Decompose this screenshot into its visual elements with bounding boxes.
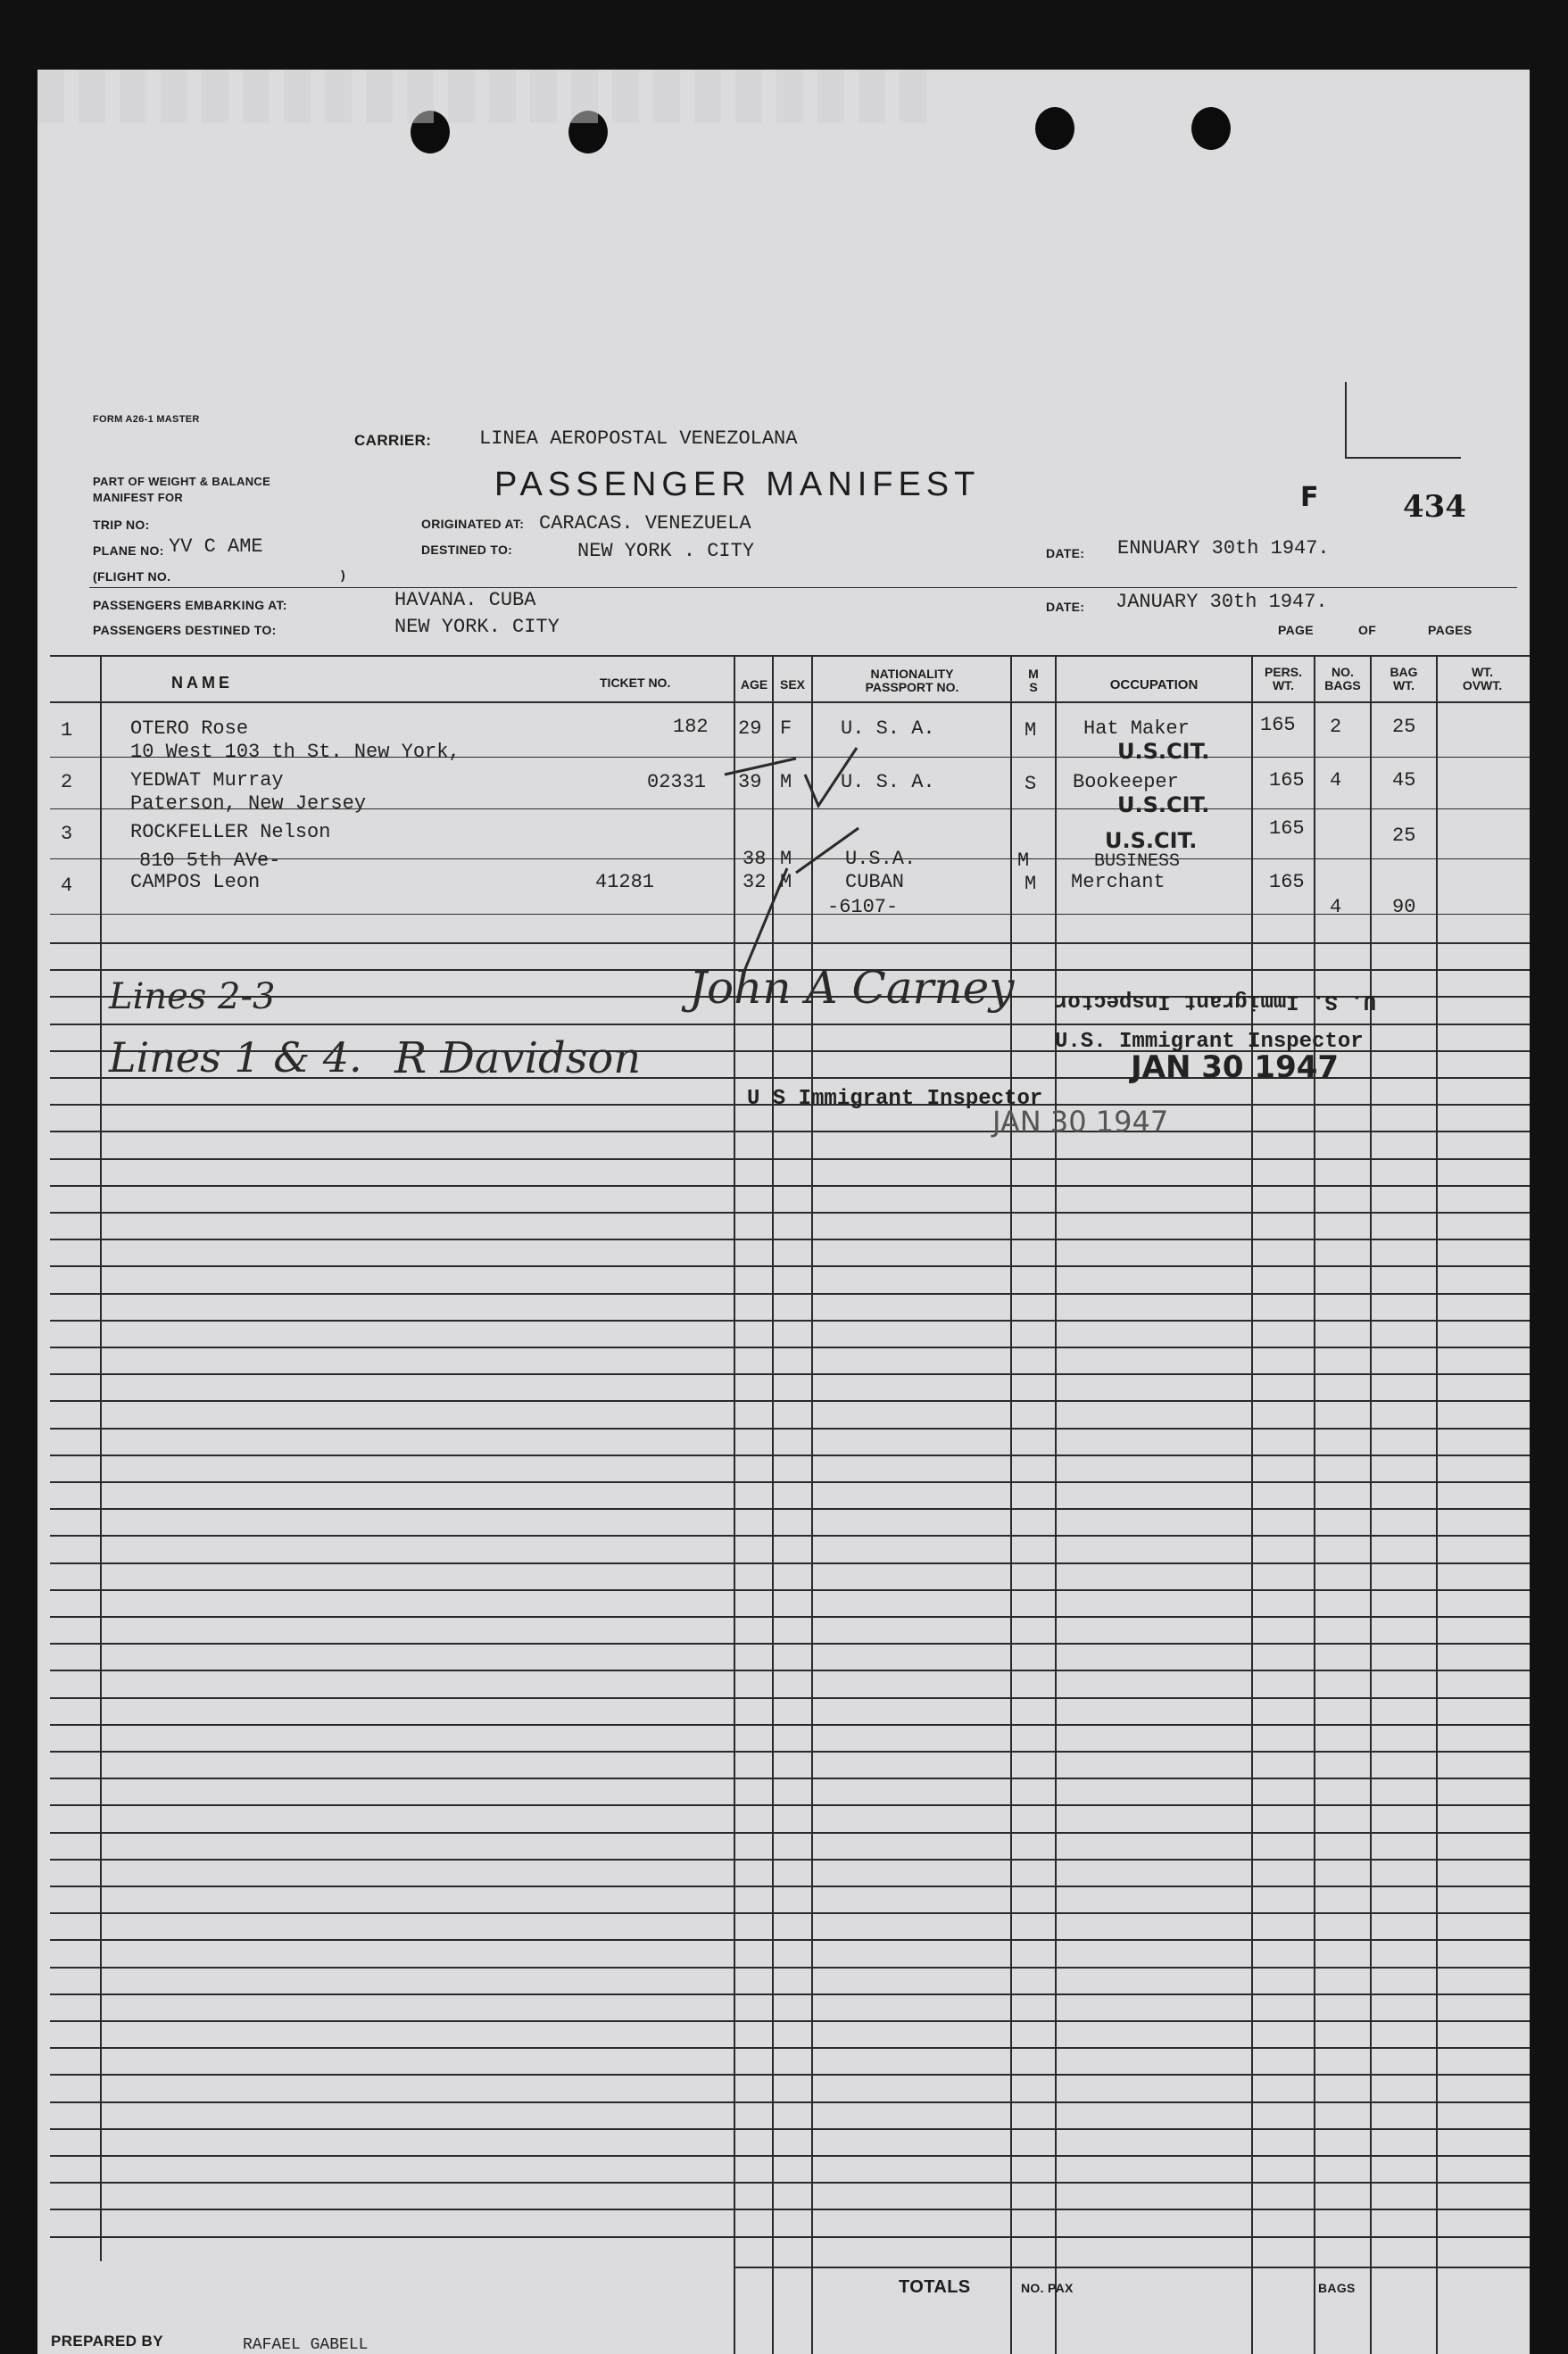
row-rule bbox=[50, 1993, 1530, 1995]
date-stamp-1: JAN 30 1947 bbox=[1131, 1049, 1340, 1085]
row-rule bbox=[50, 1589, 1530, 1591]
column-header-sex: SEX bbox=[779, 677, 805, 692]
part-of-label: PART OF WEIGHT & BALANCE bbox=[93, 475, 271, 488]
row-rule bbox=[50, 1832, 1530, 1834]
table-header-border bbox=[50, 701, 1530, 703]
citizen-stamp: U.S.CIT. bbox=[1117, 792, 1210, 817]
bags: 2 bbox=[1330, 716, 1342, 738]
plane-value: YV C AME bbox=[169, 535, 263, 558]
flight-close: ) bbox=[341, 568, 345, 582]
inspector-stamp-1: U.S. Immigrant Inspector bbox=[1055, 1030, 1364, 1054]
row-rule bbox=[50, 1670, 1530, 1671]
age: 38 bbox=[743, 848, 767, 870]
carrier-value: LINEA AEROPOSTAL VENEZOLANA bbox=[479, 427, 798, 450]
row-rule bbox=[50, 1751, 1530, 1753]
plane-label: PLANE NO: bbox=[93, 543, 164, 558]
column-header-nationality bbox=[814, 667, 1010, 694]
handwritten-lines-1-4: Lines 1 & 4. bbox=[109, 1033, 362, 1082]
inspector-stamp-2: U S Immigrant Inspector bbox=[747, 1087, 1043, 1111]
passenger-address: Paterson, New Jersey bbox=[130, 792, 367, 815]
no-bags-header-1: NO. bbox=[1332, 665, 1354, 679]
row-rule bbox=[50, 1939, 1530, 1941]
column-header-age: AGE bbox=[740, 677, 768, 692]
row-rule bbox=[50, 1320, 1530, 1322]
row-rule bbox=[50, 1643, 1530, 1645]
passenger-name: OTERO Rose bbox=[130, 717, 249, 740]
passport-header-line: PASSPORT NO. bbox=[865, 680, 959, 694]
occupation: BUSINESS bbox=[1094, 851, 1181, 872]
row-rule bbox=[50, 2209, 1530, 2210]
column-header-bag-wt bbox=[1372, 666, 1436, 692]
row-rule bbox=[50, 1265, 1530, 1267]
row-rule bbox=[50, 1212, 1530, 1214]
occupation: Merchant bbox=[1071, 871, 1166, 893]
no-bags-header-2: BAGS bbox=[1324, 678, 1361, 692]
column-header-wt-ovwt bbox=[1438, 666, 1527, 692]
passenger-address: 10 West 103 th St. New York, bbox=[130, 741, 460, 763]
preparer-name: RAFAEL GABELL bbox=[243, 2336, 369, 2354]
row-rule bbox=[50, 1967, 1530, 1969]
row-rule bbox=[50, 1373, 1530, 1375]
ms-header-m: M bbox=[1028, 667, 1039, 681]
row-rule bbox=[50, 1428, 1530, 1430]
passengers-destined-label: PASSENGERS DESTINED TO: bbox=[93, 623, 277, 637]
passenger-address: 810 5th AVe- bbox=[139, 850, 281, 872]
flight-label: (FLIGHT NO. bbox=[93, 569, 171, 584]
marital-status: M bbox=[1017, 850, 1030, 872]
row-rule bbox=[50, 2155, 1530, 2157]
wt-ovwt-header-1: WT. bbox=[1471, 665, 1494, 679]
destined-label: DESTINED TO: bbox=[421, 543, 513, 557]
originated-value: CARACAS. VENEZUELA bbox=[539, 512, 751, 535]
occupation: Bookeeper bbox=[1073, 771, 1179, 793]
carrier-label: CARRIER: bbox=[354, 432, 432, 449]
date-stamp-2: JAN 30 1947 bbox=[992, 1105, 1169, 1139]
row-rule bbox=[50, 1400, 1530, 1402]
date-value-2: JANUARY 30th 1947. bbox=[1116, 591, 1328, 613]
bag-wt-header-2: WT. bbox=[1392, 678, 1415, 692]
punch-hole bbox=[1191, 107, 1231, 150]
row-rule bbox=[50, 2101, 1530, 2103]
citizen-stamp: U.S.CIT. bbox=[1117, 739, 1210, 764]
age: 32 bbox=[743, 871, 767, 893]
bag-wt: 25 bbox=[1392, 825, 1416, 847]
row-rule bbox=[50, 1778, 1530, 1779]
row-rule bbox=[50, 2020, 1530, 2022]
punch-hole bbox=[1035, 107, 1074, 150]
page-title: PASSENGER MANIFEST bbox=[494, 466, 981, 503]
inspector-signature-2: R Davidson bbox=[394, 1033, 642, 1083]
sex: M bbox=[780, 848, 792, 870]
destined-value: NEW YORK . CITY bbox=[577, 540, 755, 562]
row-rule bbox=[50, 2182, 1530, 2184]
header-divider bbox=[89, 587, 1517, 588]
prepared-by-label: PREPARED BY bbox=[51, 2333, 163, 2350]
trip-label: TRIP NO: bbox=[93, 518, 150, 532]
pages-label: PAGES bbox=[1428, 623, 1473, 637]
row-rule bbox=[50, 2236, 1530, 2238]
sex: F bbox=[780, 717, 792, 740]
manifest-number: 434 bbox=[1403, 489, 1466, 525]
column-header-pers-wt bbox=[1253, 666, 1314, 692]
row-rule bbox=[50, 1158, 1530, 1160]
passport-no: -6107- bbox=[827, 896, 899, 918]
passenger-name: CAMPOS Leon bbox=[130, 871, 261, 893]
pers-wt-header-1: PERS. bbox=[1264, 665, 1302, 679]
column-line bbox=[1251, 655, 1253, 2354]
row-rule bbox=[50, 2074, 1530, 2076]
age: 29 bbox=[738, 717, 762, 740]
date-label-1: DATE: bbox=[1046, 546, 1085, 560]
bag-wt: 45 bbox=[1392, 769, 1416, 792]
row-number: 4 bbox=[61, 874, 73, 897]
row-rule bbox=[50, 1724, 1530, 1726]
row-rule bbox=[50, 1697, 1530, 1699]
manifest-letter: F bbox=[1300, 482, 1319, 513]
passengers-destined-value: NEW YORK. CITY bbox=[394, 616, 560, 638]
column-header-occupation: OCCUPATION bbox=[1109, 677, 1199, 692]
manifest-for-label: MANIFEST FOR bbox=[93, 491, 184, 504]
bag-wt: 25 bbox=[1392, 716, 1416, 738]
ticket-no: 182 bbox=[673, 716, 709, 738]
bags: 4 bbox=[1330, 769, 1342, 792]
corner-bracket bbox=[1345, 382, 1347, 458]
date-label-2: DATE: bbox=[1046, 600, 1085, 614]
bleed-through-texture bbox=[37, 70, 930, 123]
sex: M bbox=[780, 771, 792, 793]
column-header-ticket: TICKET NO. bbox=[600, 676, 671, 690]
embarking-value: HAVANA. CUBA bbox=[394, 589, 536, 611]
pers-wt: 165 bbox=[1269, 769, 1305, 792]
pers-wt: 165 bbox=[1260, 714, 1296, 736]
nationality: CUBAN bbox=[845, 871, 905, 893]
pers-wt: 165 bbox=[1269, 817, 1305, 840]
totals-label: TOTALS bbox=[899, 2277, 971, 2297]
check-mark bbox=[796, 828, 859, 873]
nationality: U. S. A. bbox=[841, 771, 935, 793]
corner-bracket bbox=[1345, 457, 1461, 459]
row-rule bbox=[50, 1293, 1530, 1295]
marital-status: M bbox=[1025, 719, 1037, 742]
row-rule bbox=[50, 1481, 1530, 1483]
column-line bbox=[1314, 655, 1315, 2354]
bags: 4 bbox=[1330, 896, 1342, 918]
check-marks bbox=[662, 721, 876, 989]
originated-label: ORIGINATED AT: bbox=[421, 517, 525, 531]
check-mark bbox=[743, 868, 787, 975]
row-rule bbox=[50, 1508, 1530, 1510]
nationality: U.S.A. bbox=[845, 848, 917, 870]
bags-total-label: BAGS bbox=[1318, 2281, 1356, 2295]
column-line bbox=[1370, 655, 1372, 2354]
row-rule bbox=[50, 1185, 1530, 1187]
column-line bbox=[1055, 655, 1057, 2354]
row-number: 3 bbox=[61, 823, 73, 845]
inspector-stamp-inverted: U. S. Immigrant Inspector bbox=[1055, 989, 1377, 1013]
row-rule bbox=[50, 2128, 1530, 2130]
row-rule bbox=[50, 1804, 1530, 1806]
age: 39 bbox=[738, 771, 762, 793]
ticket-no: 02331 bbox=[647, 771, 707, 793]
citizen-stamp: U.S.CIT. bbox=[1105, 828, 1198, 853]
row-rule bbox=[50, 1535, 1530, 1537]
ticket-no: 41281 bbox=[595, 871, 655, 893]
bag-wt: 90 bbox=[1392, 896, 1416, 918]
embarking-label: PASSENGERS EMBARKING AT: bbox=[93, 598, 287, 612]
form-code: FORM A26-1 MASTER bbox=[93, 414, 200, 425]
date-value-1: ENNUARY 30th 1947. bbox=[1117, 537, 1330, 559]
passenger-name: ROCKFELLER Nelson bbox=[130, 821, 331, 843]
row-rule bbox=[50, 1859, 1530, 1861]
row-number: 1 bbox=[61, 719, 73, 742]
row-rule bbox=[50, 1912, 1530, 1914]
check-mark bbox=[725, 758, 796, 775]
check-mark bbox=[805, 748, 857, 806]
ms-header-s: S bbox=[1029, 680, 1038, 694]
handwritten-lines-2-3: Lines 2-3 bbox=[109, 976, 276, 1017]
wt-ovwt-header-2: OVWT. bbox=[1462, 678, 1503, 692]
occupation: Hat Maker bbox=[1083, 717, 1190, 740]
marital-status: S bbox=[1025, 773, 1037, 795]
passenger-name: YEDWAT Murray bbox=[130, 769, 284, 792]
row-rule bbox=[50, 1562, 1530, 1564]
nationality: U. S. A. bbox=[841, 717, 935, 740]
sex: M bbox=[780, 871, 792, 893]
table-top-border bbox=[50, 655, 1530, 657]
column-line bbox=[1010, 655, 1012, 2354]
no-pax-label: NO. PAX bbox=[1021, 2281, 1074, 2295]
totals-rule bbox=[734, 2267, 1530, 2268]
column-line bbox=[1436, 655, 1438, 2354]
row-rule bbox=[50, 1024, 1530, 1025]
marital-status: M bbox=[1025, 873, 1037, 895]
nationality-header-line: NATIONALITY bbox=[870, 667, 954, 681]
row-rule bbox=[50, 1455, 1530, 1456]
row-rule bbox=[50, 1616, 1530, 1618]
row-number: 2 bbox=[61, 771, 73, 793]
manifest-sheet bbox=[37, 70, 1530, 2354]
inspector-signature-1: John A Carney bbox=[689, 962, 1015, 1014]
row-rule bbox=[50, 1347, 1530, 1348]
of-label: OF bbox=[1358, 623, 1377, 637]
pers-wt: 165 bbox=[1269, 871, 1305, 893]
column-header-ms bbox=[1012, 667, 1055, 694]
row-rule bbox=[50, 1239, 1530, 1240]
row-rule bbox=[50, 1886, 1530, 1887]
page-label: PAGE bbox=[1278, 623, 1314, 637]
row-rule bbox=[50, 2047, 1530, 2049]
column-header-no-bags bbox=[1315, 666, 1370, 692]
pers-wt-header-2: WT. bbox=[1272, 678, 1295, 692]
row-rule bbox=[50, 1131, 1530, 1132]
bag-wt-header-1: BAG bbox=[1390, 665, 1418, 679]
column-header-name: NAME bbox=[171, 674, 233, 692]
